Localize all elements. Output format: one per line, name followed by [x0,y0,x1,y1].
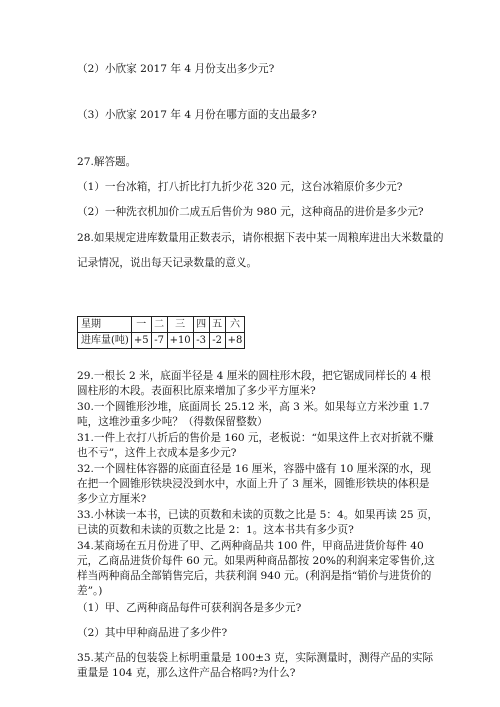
question-29: 29.一根长 2 米，底面半径是 4 厘米的圆柱形木段，把它锯成同样长的 4 根圆柱形的木段。表面积比原来增加了多少平方厘米? [77,370,431,397]
rice-storage-table [77,316,245,349]
table-cell-value: +10 [167,333,193,349]
question-26-part-3: （3）小欣家 2017 年 4 月份在哪方面的支出最多? [77,109,317,121]
table-row-weekday [78,317,245,333]
table-header-quantity: 进库量(吨) [78,333,132,349]
question-33: 33.小林读一本书，已读的页数和未读的页数之比是 5：4。如果再读 25 页，已读的页数和未读的页数之比是 2：1。这本书共有多少页? [77,509,439,536]
question-34-part-1: （1）甲、乙两种商品每件可获利润各是多少元? [77,602,302,614]
question-28-line-1: 28.如果规定进库数量用正数表示，请你根据下表中某一周粮库进出大米数量的 [77,232,444,244]
table-cell-value: +8 [225,333,245,349]
table-row-quantity [78,333,245,349]
table-cell-day: 二 [151,317,167,333]
table-cell-value: -7 [151,333,167,349]
question-28-line-2: 记录情况，说出每天记录数量的意义。 [77,257,258,269]
table-cell-day: 三 [167,317,193,333]
question-27-part-1: （1）一台冰箱，打八折比打九折少花 320 元，这台冰箱原价多少元? [77,181,403,193]
question-34-part-2: （2）其中甲种商品进了多少件? [77,627,228,639]
question-27-title: 27.解答题。 [77,156,137,168]
question-31: 31.一件上衣打八折后的售价是 160 元，老板说：“如果这件上衣对折就不赚也不亏”，这件上衣成本是多少元? [77,432,434,459]
question-34: 34.某商场在五月份进了甲、乙两种商品共 100 件，甲商品进货价每件 40 元，乙商品进货价每件 60 元。如果两种商品都按 20%的利润来定零售价,这样当两种商品全部销售完后，共获利润 940 元。(利润是指“销价与进货价的差”。) [77,540,435,597]
table-cell-day: 一 [131,317,151,333]
question-26-part-2: （2）小欣家 2017 年 4 月份支出多少元? [77,63,275,75]
table-cell-day: 六 [225,317,245,333]
table-cell-value: +5 [131,333,151,349]
table-cell-day: 四 [193,317,209,333]
question-35: 35.某产品的包装袋上标明重量是 100±3 克，实际测量时，测得产品的实际重量是 104 克，那么这件产品合格吗?为什么? [77,652,434,679]
table-cell-day: 五 [209,317,225,333]
table-cell-value: -3 [193,333,209,349]
question-32: 32.一个圆柱体容器的底面直径是 16 厘米，容器中盛有 10 厘米深的水，现在把一个圆锥形铁块浸没到水中，水面上升了 3 厘米，圆锥形铁块的体积是多少立方厘米? [77,463,431,505]
question-27-part-2: （2）一种洗衣机加价二成五后售价为 980 元，这种商品的进价是多少元? [77,206,424,218]
question-30: 30.一个圆锥形沙堆，底面周长 25.12 米，高 3 米。如果每立方米沙重 1.7 吨，这堆沙重多少吨？（得数保留整数） [77,401,430,428]
table-cell-value: -2 [209,333,225,349]
table-header-weekday: 星期 [78,317,132,333]
